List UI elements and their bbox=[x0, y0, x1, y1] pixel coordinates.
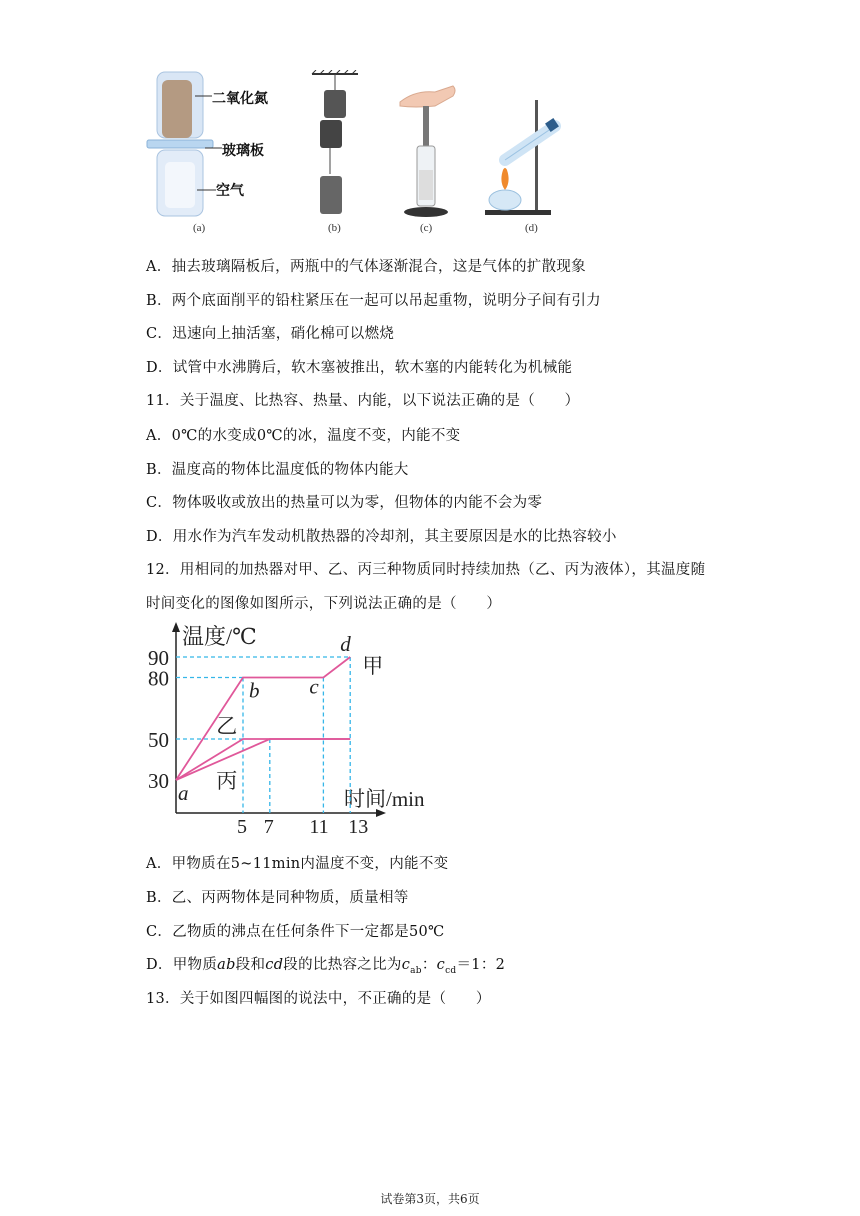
q10-option-c: C．迅速向上抽活塞，硝化棉可以燃烧 bbox=[146, 326, 395, 342]
series-name-yi: 乙 bbox=[216, 714, 238, 738]
figure-a-gas-bottles bbox=[140, 70, 310, 240]
q12-d-ab: ab bbox=[217, 957, 236, 973]
figure-b-lead-cylinders bbox=[310, 70, 370, 240]
x-tick-label: 7 bbox=[263, 816, 274, 835]
y-axis-label: 温度/℃ bbox=[182, 624, 257, 649]
series-name-jia: 甲 bbox=[362, 654, 384, 678]
x-axis-label: 时间/min bbox=[344, 787, 425, 811]
point-label-d: d bbox=[340, 632, 351, 656]
q11-option-a: A．0℃的水变成0℃的冰，温度不变，内能不变 bbox=[146, 428, 461, 444]
y-tick-label: 50 bbox=[148, 728, 169, 752]
q11-option-d: D．用水作为汽车发动机散热器的冷却剂，其主要原因是水的比热容较小 bbox=[146, 529, 617, 545]
q12-option-c: C．乙物质的沸点在任何条件下一定都是50℃ bbox=[146, 924, 445, 940]
caption-c: (c) bbox=[420, 222, 433, 234]
series-line-0 bbox=[176, 657, 350, 780]
label-leader-lines bbox=[195, 90, 225, 210]
figure-d-test-tube bbox=[485, 70, 565, 240]
q12-d-colon: ： bbox=[421, 957, 437, 973]
series-line-2 bbox=[176, 739, 350, 780]
label-air: 空气 bbox=[216, 183, 244, 199]
q12-d-cd: cd bbox=[265, 957, 284, 973]
q10-option-a: A．抽去玻璃隔板后，两瓶中的气体逐渐混合，这是气体的扩散现象 bbox=[146, 259, 586, 275]
q12-d-c2: c bbox=[436, 957, 446, 973]
label-no2: 二氧化氮 bbox=[212, 91, 268, 107]
x-tick-label: 11 bbox=[309, 816, 329, 835]
temperature-time-chart bbox=[148, 620, 468, 835]
point-label-a: a bbox=[178, 781, 189, 805]
piston-cylinder-illustration bbox=[395, 70, 465, 220]
q11-option-c: C．物体吸收或放出的热量可以为零，但物体的内能不会为零 bbox=[146, 495, 543, 511]
y-tick-label: 30 bbox=[148, 769, 169, 793]
q12-stem-line2: 时间变化的图像如图所示，下列说法正确的是（ ） bbox=[146, 596, 502, 612]
point-label-c: c bbox=[309, 674, 319, 699]
q12-option-a: A．甲物质在5~11min内温度不变，内能不变 bbox=[146, 856, 449, 872]
experiment-figures bbox=[140, 70, 580, 240]
q10-option-d: D．试管中水沸腾后，软木塞被推出，软木塞的内能转化为机械能 bbox=[146, 360, 573, 376]
q11-stem: 11．关于温度、比热容、热量、内能，以下说法正确的是（ ） bbox=[146, 393, 580, 409]
series-name-bing: 丙 bbox=[216, 769, 238, 793]
q12-d-sub1: ab bbox=[410, 965, 422, 976]
lead-cylinders-illustration bbox=[310, 70, 370, 220]
q12-d-c1: c bbox=[401, 957, 411, 973]
q12-option-b: B．乙、丙两物体是同种物质，质量相等 bbox=[146, 890, 409, 906]
q12-d-prefix: D．甲物质 bbox=[146, 957, 218, 973]
y-tick-label: 90 bbox=[148, 646, 169, 670]
page-footer: 试卷第3页，共6页 bbox=[380, 1192, 480, 1206]
q12-stem-line1: 12．用相同的加热器对甲、乙、丙三种物质同时持续加热（乙、丙为液体），其温度随 bbox=[146, 562, 706, 578]
q12-d-end: ＝1：2 bbox=[456, 957, 506, 973]
series-line-1 bbox=[176, 739, 350, 780]
caption-a: (a) bbox=[193, 222, 206, 234]
y-axis-arrow bbox=[172, 622, 180, 632]
q12-d-mid1: 段和 bbox=[235, 957, 266, 973]
q12-d-mid2: 段的比热容之比为 bbox=[283, 957, 402, 973]
q12-option-d bbox=[146, 953, 505, 976]
test-tube-illustration bbox=[485, 70, 565, 220]
caption-b: (b) bbox=[328, 222, 341, 234]
q12-d-sub2: cd bbox=[445, 965, 457, 976]
q13-stem: 13．关于如图四幅图的说法中，不正确的是（ ） bbox=[146, 991, 491, 1007]
label-glass-plate: 玻璃板 bbox=[222, 143, 264, 159]
point-label-b: b bbox=[249, 678, 260, 703]
x-tick-label: 5 bbox=[237, 816, 247, 835]
y-tick-label: 80 bbox=[148, 666, 169, 691]
q10-option-b: B．两个底面削平的铅柱紧压在一起可以吊起重物，说明分子间有引力 bbox=[146, 293, 601, 309]
x-tick-label: 13 bbox=[348, 816, 369, 835]
q11-option-b: B．温度高的物体比温度低的物体内能大 bbox=[146, 462, 409, 478]
caption-d: (d) bbox=[525, 222, 538, 234]
figure-c-piston-cylinder bbox=[395, 70, 465, 240]
